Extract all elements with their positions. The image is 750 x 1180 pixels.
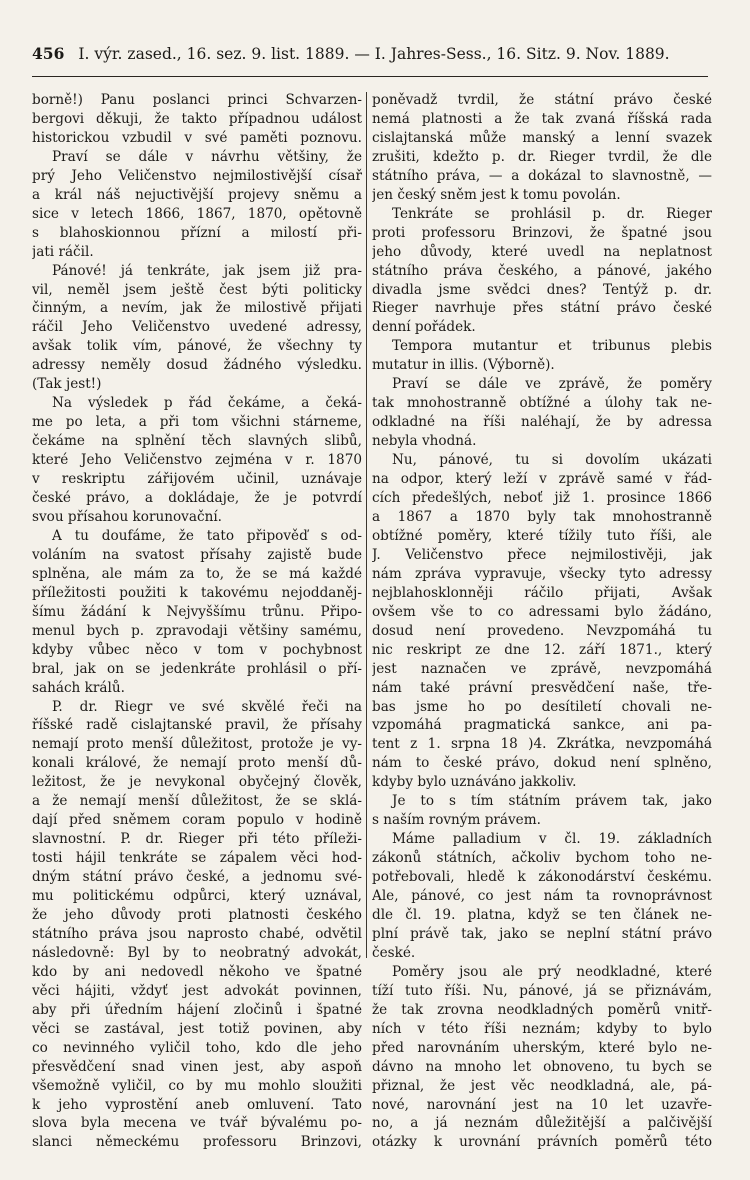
- text-line: a že nemají menší důležitost, že se sklá-: [32, 793, 362, 810]
- text-line: sice v letech 1866, 1867, 1870, opětovně: [32, 205, 362, 222]
- text-line: nejblahosklonněji ráčilo přijati, Avšak: [372, 584, 712, 601]
- text-line: nám také právní presvědčení naše, tře-: [372, 679, 712, 696]
- text-line: tent z 1. srpna 18 )4. Zkrátka, nevzpomáhá: [372, 736, 712, 753]
- text-line: odkladné na říši naléhají, že by adressa: [372, 414, 712, 431]
- text-line: historickou vzbudil v své paměti poznovu.: [32, 129, 362, 146]
- text-line: slova byla mecena ve tvář bývalému po-: [32, 1115, 362, 1132]
- text-line: Nu, pánové, tu si dovolím ukázati: [392, 452, 712, 469]
- text-line: české.: [372, 944, 416, 961]
- text-line: státního práva českého, a pánové, jakého: [372, 262, 712, 279]
- text-line: no, a já neznám důležitější a palčivější: [372, 1115, 712, 1132]
- text-line: kdo by ani nedovedl někoho ve špatné: [32, 963, 362, 980]
- text-line: nemají proto menší důležitost, protože je vy-: [32, 736, 362, 753]
- text-line: co nevinného vyličil toho, kdo dle jeho: [32, 1039, 362, 1056]
- text-line: A tu doufáme, že tato připověď s od-: [52, 527, 362, 544]
- text-line: čekáme na splnění těch slavných slibů,: [32, 433, 362, 450]
- text-line: nebyla vhodná.: [372, 433, 477, 450]
- text-line: ovšem vše to co adressami bylo žádáno,: [372, 603, 712, 620]
- text-line: říšské radě cislajtanské pravil, že přísahy: [32, 717, 362, 734]
- text-line: následovně: Byl by to neobratný advokát,: [32, 944, 362, 961]
- text-line: s blahoskionnou přízní a milostí při-: [32, 224, 362, 241]
- text-line: slavnostní. P. dr. Rieger při této příleži-: [32, 831, 362, 848]
- text-line: poněvadž tvrdil, že státní právo české: [372, 92, 712, 108]
- text-line: v reskriptu zářijovém učinil, uznávaje: [32, 471, 362, 488]
- text-line: obtížné poměry, které tížily tuto říši, ale: [372, 527, 712, 544]
- text-line: svou přísahou korunovační.: [32, 508, 222, 525]
- text-line: bas jsme ho po desítiletí chovali ne-: [372, 698, 712, 715]
- text-line: nemá platnosti a že tak zvaná říšská rada: [372, 110, 712, 127]
- text-line: věci se zastával, jest totiž povinen, aby: [32, 1020, 362, 1037]
- page-header: [32, 44, 708, 63]
- left-column: [32, 91, 362, 1152]
- text-line: nám zpráva vypravuje, všecky tyto adressy: [372, 565, 712, 582]
- text-line: příležitosti použiti k takovému nejoddaněj-: [32, 584, 362, 601]
- text-line: dosud není provedeno. Nevzpomáhá tu: [372, 622, 712, 639]
- text-line: které Jeho Veličenstvo zejména v r. 1870: [32, 452, 362, 469]
- text-line: na odpor, který leží v zprávě samé v řád-: [372, 471, 712, 488]
- text-line: Rieger navrhuje přes státní právo české: [372, 300, 712, 317]
- text-line: J. Veličenstvo přece nejmilostivěji, jak: [372, 546, 712, 563]
- text-line: cích předešlých, neboť již 1. prosince 1866: [372, 490, 712, 507]
- text-line: státního práva jsou naprosto chabé, odvětil: [32, 925, 362, 942]
- text-line: zrušiti, kdežto p. dr. Rieger tvrdil, že dle: [372, 148, 712, 165]
- text-line: P. dr. Riegr ve své skvělé řeči na: [52, 698, 362, 715]
- text-line: Praví se dále ve zprávě, že poměry: [392, 376, 712, 393]
- text-line: bergovi děkuji, že takto případnou událost: [32, 110, 362, 127]
- text-line: ních v této říši neznám; kdyby to bylo: [372, 1020, 712, 1037]
- text-line: Je to s tím státním právem tak, jako: [392, 793, 712, 810]
- text-line: tíží tuto říši. Nu, pánové, já se přiznávám,: [372, 982, 712, 999]
- text-line: cislajtanská může manský a lenní svazek: [372, 129, 712, 146]
- text-line: s naším rovným právem.: [372, 812, 541, 829]
- text-line: šímu žádání k Nejvyššímu trůnu. Připo-: [32, 603, 362, 620]
- text-line: přesvědčení snad vinen jest, aby aspoň: [32, 1058, 362, 1075]
- text-line: Praví se dále v návrhu většiny, že: [52, 148, 362, 165]
- text-line: Tenkráte se prohlásil p. dr. Rieger: [392, 205, 712, 222]
- text-line: a král náš nejuctivější projevy sněmu a: [32, 186, 362, 203]
- text-line: voláním na svatost přísahy zajistě bude: [32, 546, 362, 563]
- text-line: (Tak jest!): [32, 376, 102, 393]
- text-line: mu politickému odpůrci, který uznával,: [32, 888, 362, 905]
- text-line: zákonů státních, ačkoliv bychom toho ne-: [372, 850, 712, 867]
- text-line: Pánové! já tenkráte, jak jsem již pra-: [52, 262, 362, 279]
- text-line: adressy neměly dosud žádného výsledku.: [32, 357, 362, 374]
- header-rule: [32, 76, 708, 77]
- text-line: všemožně vyličil, co by mu mohlo sloužiti: [32, 1077, 362, 1094]
- text-line: aby při úředním hájení zločinů i špatné: [32, 1001, 362, 1018]
- text-line: činným, a nevím, jak že milostivě přijati: [32, 300, 362, 317]
- text-line: vzpomáhá pragmatická sankce, ani pa-: [372, 717, 712, 734]
- text-line: ráčil Jeho Veličenstvo uvedené adressy,: [32, 319, 362, 336]
- text-line: jest naznačen ve zprávě, nevzpomáhá: [372, 660, 712, 677]
- running-title: I. výr. zased., 16. sez. 9. list. 1889. — I. Jahres-Sess., 16. Sitz. 9. Nov. 1889.: [78, 45, 670, 63]
- text-line: slanci německému professoru Brinzovi,: [32, 1134, 362, 1151]
- text-line: Na výsledek p řád čekáme, a čeká-: [52, 395, 362, 412]
- text-line: avšak tolik vím, pánové, že všechny ty: [32, 338, 362, 355]
- column-divider: [366, 92, 367, 958]
- text-line: potřebovali, hledě k zákonodárství českému.: [372, 869, 712, 886]
- text-line: Poměry jsou ale prý neodkladné, které: [392, 963, 712, 980]
- text-line: plní právě tak, jako se neplní státní právo: [372, 925, 712, 942]
- text-line: menul bych p. zpravodaji většiny samému,: [32, 622, 362, 639]
- text-line: státního práva, — a dokázal to slavnostně, —: [372, 167, 712, 184]
- text-line: kdyby vůbec něco v tom v pochybnost: [32, 641, 362, 658]
- text-line: tosti hájil tenkráte se zápalem věci hod-: [32, 850, 362, 867]
- text-line: Tempora mutantur et tribunus plebis: [392, 338, 712, 355]
- text-line: konali králové, že nemají proto menší dů-: [32, 755, 362, 772]
- text-line: sahách králů.: [32, 679, 125, 696]
- text-line: že jeho důvody proti platnosti českého: [32, 906, 362, 923]
- text-line: denní pořádek.: [372, 319, 476, 336]
- text-line: české právo, a dokládaje, že je potvrdí: [32, 490, 362, 507]
- text-line: borně!) Panu poslanci princi Schvarzen-: [32, 92, 362, 108]
- text-line: dným státní právo české, a jednomu své-: [32, 869, 362, 886]
- text-line: jen český sněm jest k tomu povolán.: [372, 186, 621, 203]
- text-line: že tak zrovna neodkladných poměrů vnitř-: [372, 1001, 712, 1018]
- text-line: proti professoru Brinzovi, že špatné jsou: [372, 224, 712, 241]
- text-line: jati ráčil.: [32, 243, 94, 260]
- text-line: a 1867 a 1870 byly tak mnohostranně: [372, 508, 712, 525]
- text-line: me po leta, a při tom všichni stárneme,: [32, 414, 362, 431]
- text-line: k jeho vyprostění aneb omluvení. Tato: [32, 1096, 362, 1113]
- text-line: před narovnáním uherským, které bylo ne-: [372, 1039, 712, 1056]
- text-line: nové, narovnání jest na 10 let uzavře-: [372, 1096, 712, 1113]
- text-line: Ale, pánové, co jest nám ta rovnoprávnost: [372, 888, 712, 905]
- text-line: jeho důvody, které uvedl na neplatnost: [372, 243, 712, 260]
- page-number: 456: [32, 44, 65, 63]
- text-line: kdyby bylo uznáváno jakkoliv.: [372, 774, 577, 791]
- text-line: ležitost, že je nevykonal obyčejný člověk,: [32, 774, 362, 791]
- text-line: splněna, ale mám za to, že se má každé: [32, 565, 362, 582]
- text-line: otázky k urovnání právních poměrů této: [372, 1134, 712, 1151]
- text-line: divadla jsme svědci dnes? Tentýž p. dr.: [372, 281, 712, 298]
- text-line: Máme palladium v čl. 19. základních: [392, 831, 712, 848]
- text-line: nám to české právo, dokud není splněno,: [372, 755, 712, 772]
- text-line: vil, neměl jsem ještě čest býti politicky: [32, 281, 362, 298]
- text-line: mutatur in illis. (Výborně).: [372, 357, 555, 374]
- text-line: dají před sněmem coram populo v hodině: [32, 812, 362, 829]
- text-line: prý Jeho Veličenstvo nejmilostivější císař: [32, 167, 362, 184]
- text-line: dávno na mnoho let obnoveno, tu bych se: [372, 1058, 712, 1075]
- text-line: přiznal, že jest věc neodkladná, ale, pá-: [372, 1077, 712, 1094]
- text-line: tak mnohostranně obtížné a úlohy tak ne-: [372, 395, 712, 412]
- right-column: [372, 91, 712, 1152]
- text-line: věci hájiti, vždyť jest advokát povinnen,: [32, 982, 362, 999]
- text-line: dle čl. 19. platna, když se ten článek ne-: [372, 906, 712, 923]
- text-line: bral, jak on se jedenkráte prohlásil o pří-: [32, 660, 362, 677]
- text-line: nic reskript ze dne 12. září 1871., který: [372, 641, 712, 658]
